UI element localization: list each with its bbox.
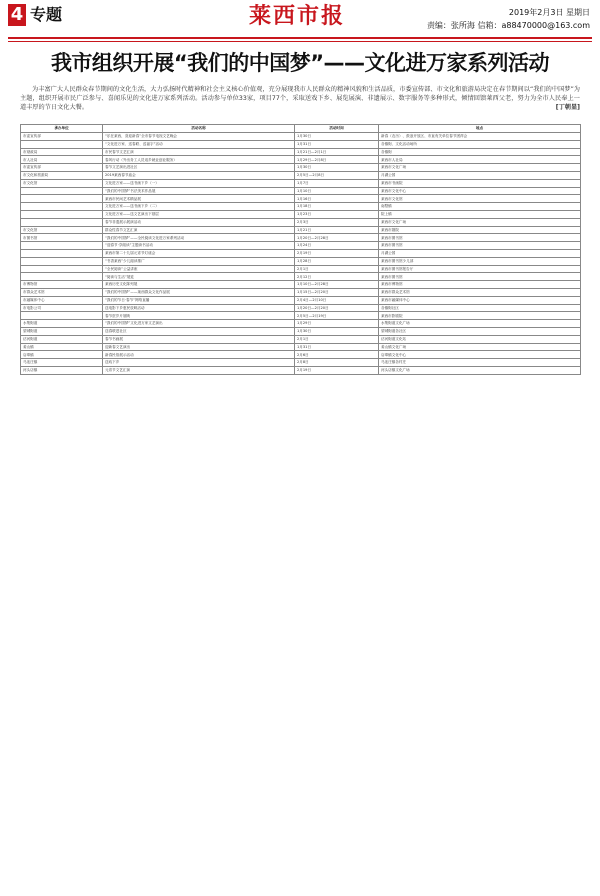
cell-location: 河头店镇文化广场 bbox=[379, 366, 581, 374]
cell-organizer bbox=[21, 242, 103, 250]
header-activity: 活动名称 bbox=[103, 125, 295, 133]
cell-location: 各镇街社区 bbox=[379, 304, 581, 312]
cell-time: 1月7日 bbox=[295, 179, 379, 187]
cell-time: 1月31日 bbox=[295, 343, 379, 351]
table-row bbox=[21, 171, 581, 179]
cell-location: 月湖公园 bbox=[379, 249, 581, 257]
table-row bbox=[21, 296, 581, 304]
lead-text: 为丰富广大人民群众春节期间的文化生活，大力弘扬时代精神和社会主义核心价值观，充分展现我市人民群众的精神风貌和生活品质，市委宣传部、市文化和旅游局决定在春节期间以“我们的中国梦”为主题，组织开展市民广泛参与、喜闻乐见的文化进万家系列活动。活动参与单位33家，项目77个，采取送戏下乡、展览展演、非遗展示、数字服务等多种形式，倾情回馈莱西父老，努力为全市人民奉上一道丰厚的节日文化大餐。 bbox=[20, 86, 580, 111]
cell-location: 莱西市文化广场 bbox=[379, 164, 581, 172]
cell-location: 院上镇 bbox=[379, 210, 581, 218]
masthead bbox=[0, 0, 600, 40]
cell-activity: 送电影下乡惠民放映活动 bbox=[103, 304, 295, 312]
table-row bbox=[21, 312, 581, 320]
event-table bbox=[20, 124, 580, 375]
cell-location: 各镇街、文化活动场所 bbox=[379, 140, 581, 148]
table-row bbox=[21, 156, 581, 164]
cell-activity: “我们的中国梦”——莱西群众文化作品展 bbox=[103, 288, 295, 296]
cell-location: 马连庄镇各村庄 bbox=[379, 359, 581, 367]
table-row bbox=[21, 195, 581, 203]
cell-location: 莱西市文化中心 bbox=[379, 187, 581, 195]
cell-activity: “我们的节日·春节”网络直播 bbox=[103, 296, 295, 304]
cell-organizer bbox=[21, 140, 103, 148]
masthead-rule bbox=[8, 37, 592, 39]
cell-time: 2月5日—2月19日 bbox=[295, 312, 379, 320]
cell-organizer bbox=[21, 203, 103, 211]
cell-location: 莱西市文化广场 bbox=[379, 218, 581, 226]
cell-organizer: 市群众艺术馆 bbox=[21, 288, 103, 296]
cell-activity: “我们的中国梦”——全民阅读文化进万家系列活动 bbox=[103, 234, 295, 242]
table-row bbox=[21, 179, 581, 187]
cell-organizer bbox=[21, 187, 103, 195]
headline: 我市组织开展“我们的中国梦”——文化进万家系列活动 bbox=[50, 51, 550, 75]
table-row bbox=[21, 257, 581, 265]
cell-location: 水集街道文化广场 bbox=[379, 320, 581, 328]
cell-activity: 群众性春节文艺汇演 bbox=[103, 226, 295, 234]
cell-activity: 2019莱西春节庙会 bbox=[103, 171, 295, 179]
table-row bbox=[21, 343, 581, 351]
paper-name: 莱西市报 bbox=[248, 3, 345, 29]
cell-activity: “阅读与生活”展览 bbox=[103, 273, 295, 281]
cell-organizer: 市文化馆 bbox=[21, 226, 103, 234]
cell-location: 莱西市博物馆 bbox=[379, 281, 581, 289]
table-row bbox=[21, 351, 581, 359]
cell-organizer bbox=[21, 265, 103, 273]
cell-time: 1月30日 bbox=[295, 133, 379, 141]
cell-time: 1月21日 bbox=[295, 226, 379, 234]
table-row bbox=[21, 234, 581, 242]
cell-organizer: 市财政局 bbox=[21, 148, 103, 156]
cell-organizer bbox=[21, 249, 103, 257]
editor-info: 责编：张所海 信箱：a88470000@163.com bbox=[426, 21, 590, 30]
cell-organizer: 姜山镇 bbox=[21, 343, 103, 351]
table-row bbox=[21, 249, 581, 257]
cell-time: 2月19日 bbox=[295, 249, 379, 257]
cell-time: 1月30日 bbox=[295, 327, 379, 335]
masthead-rule-thin bbox=[8, 41, 592, 42]
cell-time: 1月10日—2月28日 bbox=[295, 281, 379, 289]
issue-date: 2019年2月3日 星期日 bbox=[508, 8, 590, 17]
cell-organizer bbox=[21, 312, 103, 320]
cell-activity: 春节书画展 bbox=[103, 335, 295, 343]
table-row bbox=[21, 242, 581, 250]
section-number: 4 bbox=[8, 4, 26, 26]
cell-time: 2月3日 bbox=[295, 218, 379, 226]
cell-organizer: 市文化和旅游局 bbox=[21, 171, 103, 179]
cell-location: 姜山镇文化广场 bbox=[379, 343, 581, 351]
cell-location: 莱西市图书馆少儿部 bbox=[379, 257, 581, 265]
cell-time: 1月29日 bbox=[295, 320, 379, 328]
cell-activity: 春风行动（外出务工人员返乡就业创业服务） bbox=[103, 156, 295, 164]
table-row bbox=[21, 218, 581, 226]
cell-time: 1月20日—2月20日 bbox=[295, 304, 379, 312]
cell-activity: “我们的中国梦”书法美术作品展 bbox=[103, 187, 295, 195]
cell-location: 莱西市影剧院 bbox=[379, 312, 581, 320]
cell-activity: 春节文艺演出进社区 bbox=[103, 164, 295, 172]
cell-time: 2月5日—2月8日 bbox=[295, 171, 379, 179]
cell-activity: “乐在莱西，喜迎新春”全市春节电视文艺晚会 bbox=[103, 133, 295, 141]
cell-time: 2月19日 bbox=[295, 366, 379, 374]
table-row bbox=[21, 335, 581, 343]
table-row bbox=[21, 226, 581, 234]
table-row bbox=[21, 265, 581, 273]
cell-time: 2月1日 bbox=[295, 265, 379, 273]
cell-time: 1月30日 bbox=[295, 164, 379, 172]
table-row bbox=[21, 210, 581, 218]
cell-time: 1月29日—2月8日 bbox=[295, 156, 379, 164]
lead-paragraph bbox=[20, 86, 580, 113]
cell-organizer: 马连庄镇 bbox=[21, 359, 103, 367]
table-row bbox=[21, 359, 581, 367]
cell-organizer bbox=[21, 195, 103, 203]
section-title: 专题 bbox=[30, 5, 63, 24]
cell-organizer: 市人社局 bbox=[21, 156, 103, 164]
author-byline: [丁朝显] bbox=[555, 103, 580, 111]
cell-location: 莱西市图书馆 bbox=[379, 234, 581, 242]
cell-activity: “文化进万家、送春联、送福字”活动 bbox=[103, 140, 295, 148]
table-row bbox=[21, 281, 581, 289]
cell-activity: “我们的中国梦”文化进万家文艺演出 bbox=[103, 320, 295, 328]
cell-location: 莱西市文化馆 bbox=[379, 195, 581, 203]
cell-organizer: 市电影公司 bbox=[21, 304, 103, 312]
cell-activity: 春节非遗展示展演活动 bbox=[103, 218, 295, 226]
cell-time: 2月12日 bbox=[295, 273, 379, 281]
cell-location: 莱西市人社局 bbox=[379, 156, 581, 164]
cell-activity: 文化进万家——送文艺演出下基层 bbox=[103, 210, 295, 218]
table-row bbox=[21, 327, 581, 335]
table-row bbox=[21, 366, 581, 374]
table-header-row bbox=[21, 125, 581, 133]
cell-activity: 市民春节文艺汇演 bbox=[103, 148, 295, 156]
cell-activity: 文化进万家——送书画下乡（一） bbox=[103, 179, 295, 187]
cell-location: 望城街道各社区 bbox=[379, 327, 581, 335]
cell-location: 莱西市图书馆 bbox=[379, 273, 581, 281]
table-row bbox=[21, 304, 581, 312]
header-time: 活动时间 bbox=[295, 125, 379, 133]
cell-activity: “书香莱西”少儿阅读推广 bbox=[103, 257, 295, 265]
cell-location: 莱西市融媒体中心 bbox=[379, 296, 581, 304]
cell-location: 莱西市图书馆 bbox=[379, 242, 581, 250]
table-row bbox=[21, 273, 581, 281]
cell-organizer: 市委宣传部 bbox=[21, 164, 103, 172]
cell-time: 1月23日 bbox=[295, 210, 379, 218]
cell-activity: 莱西市第二十九届元宵节灯谜会 bbox=[103, 249, 295, 257]
table-row bbox=[21, 288, 581, 296]
cell-location: 月湖公园 bbox=[379, 171, 581, 179]
cell-time: 2月1日 bbox=[295, 335, 379, 343]
cell-location: 新春（农历）、鼓浪开放区、市直有关单位春节团拜会 bbox=[379, 133, 581, 141]
cell-location: 各镇街 bbox=[379, 148, 581, 156]
cell-organizer: 望城街道 bbox=[21, 327, 103, 335]
cell-activity: 莱西市民间艺术精品展 bbox=[103, 195, 295, 203]
cell-time: 1月24日 bbox=[295, 242, 379, 250]
cell-activity: “全民阅读”公益讲座 bbox=[103, 265, 295, 273]
cell-activity: 送戏下乡 bbox=[103, 359, 295, 367]
cell-location: 店埠镇文化中心 bbox=[379, 351, 581, 359]
header-organizer: 承办单位 bbox=[21, 125, 103, 133]
table-row bbox=[21, 140, 581, 148]
cell-location: 莱西市群众艺术馆 bbox=[379, 288, 581, 296]
table-row bbox=[21, 203, 581, 211]
cell-time: 1月10日 bbox=[295, 187, 379, 195]
cell-time: 1月16日 bbox=[295, 195, 379, 203]
cell-organizer bbox=[21, 210, 103, 218]
table-row bbox=[21, 133, 581, 141]
cell-organizer: 市博物馆 bbox=[21, 281, 103, 289]
event-table-grid bbox=[20, 124, 581, 375]
cell-activity: 新春民俗展示活动 bbox=[103, 351, 295, 359]
cell-time: 1月15日—2月20日 bbox=[295, 288, 379, 296]
cell-location: 莱西市剧院 bbox=[379, 226, 581, 234]
table-row bbox=[21, 187, 581, 195]
table-body bbox=[21, 133, 581, 375]
cell-organizer: 市融媒体中心 bbox=[21, 296, 103, 304]
cell-time: 2月4日—2月10日 bbox=[295, 296, 379, 304]
cell-activity: 春节贺岁片展映 bbox=[103, 312, 295, 320]
cell-organizer: 市文化馆 bbox=[21, 179, 103, 187]
cell-location: 南墅镇 bbox=[379, 203, 581, 211]
cell-activity: 元宵节文艺汇演 bbox=[103, 366, 295, 374]
cell-time: 1月20日—2月28日 bbox=[295, 234, 379, 242]
cell-organizer: 水集街道 bbox=[21, 320, 103, 328]
cell-organizer: 河头店镇 bbox=[21, 366, 103, 374]
cell-location: 沽河街道文化站 bbox=[379, 335, 581, 343]
cell-activity: 送春联进社区 bbox=[103, 327, 295, 335]
cell-activity: 迎新春文艺演出 bbox=[103, 343, 295, 351]
cell-time: 2月6日 bbox=[295, 351, 379, 359]
cell-organizer: 市委宣传部 bbox=[21, 133, 103, 141]
cell-organizer: 沽河街道 bbox=[21, 335, 103, 343]
table-row bbox=[21, 148, 581, 156]
cell-organizer bbox=[21, 218, 103, 226]
cell-time: 2月8日 bbox=[295, 359, 379, 367]
cell-location: 莱西市图书馆报告厅 bbox=[379, 265, 581, 273]
cell-time: 1月18日 bbox=[295, 203, 379, 211]
cell-activity: 莱西历史文化陈列展 bbox=[103, 281, 295, 289]
table-row bbox=[21, 164, 581, 172]
header-location: 地点 bbox=[379, 125, 581, 133]
cell-organizer: 店埠镇 bbox=[21, 351, 103, 359]
cell-time: 1月28日 bbox=[295, 257, 379, 265]
table-row bbox=[21, 320, 581, 328]
cell-activity: “迎春节·享阅读”主题读书活动 bbox=[103, 242, 295, 250]
cell-time: 1月31日 bbox=[295, 140, 379, 148]
cell-location: 莱西市书画院 bbox=[379, 179, 581, 187]
cell-organizer bbox=[21, 273, 103, 281]
cell-time: 1月21日—2月1日 bbox=[295, 148, 379, 156]
cell-organizer bbox=[21, 257, 103, 265]
cell-activity: 文化进万家——送书画下乡（二） bbox=[103, 203, 295, 211]
cell-organizer: 市图书馆 bbox=[21, 234, 103, 242]
